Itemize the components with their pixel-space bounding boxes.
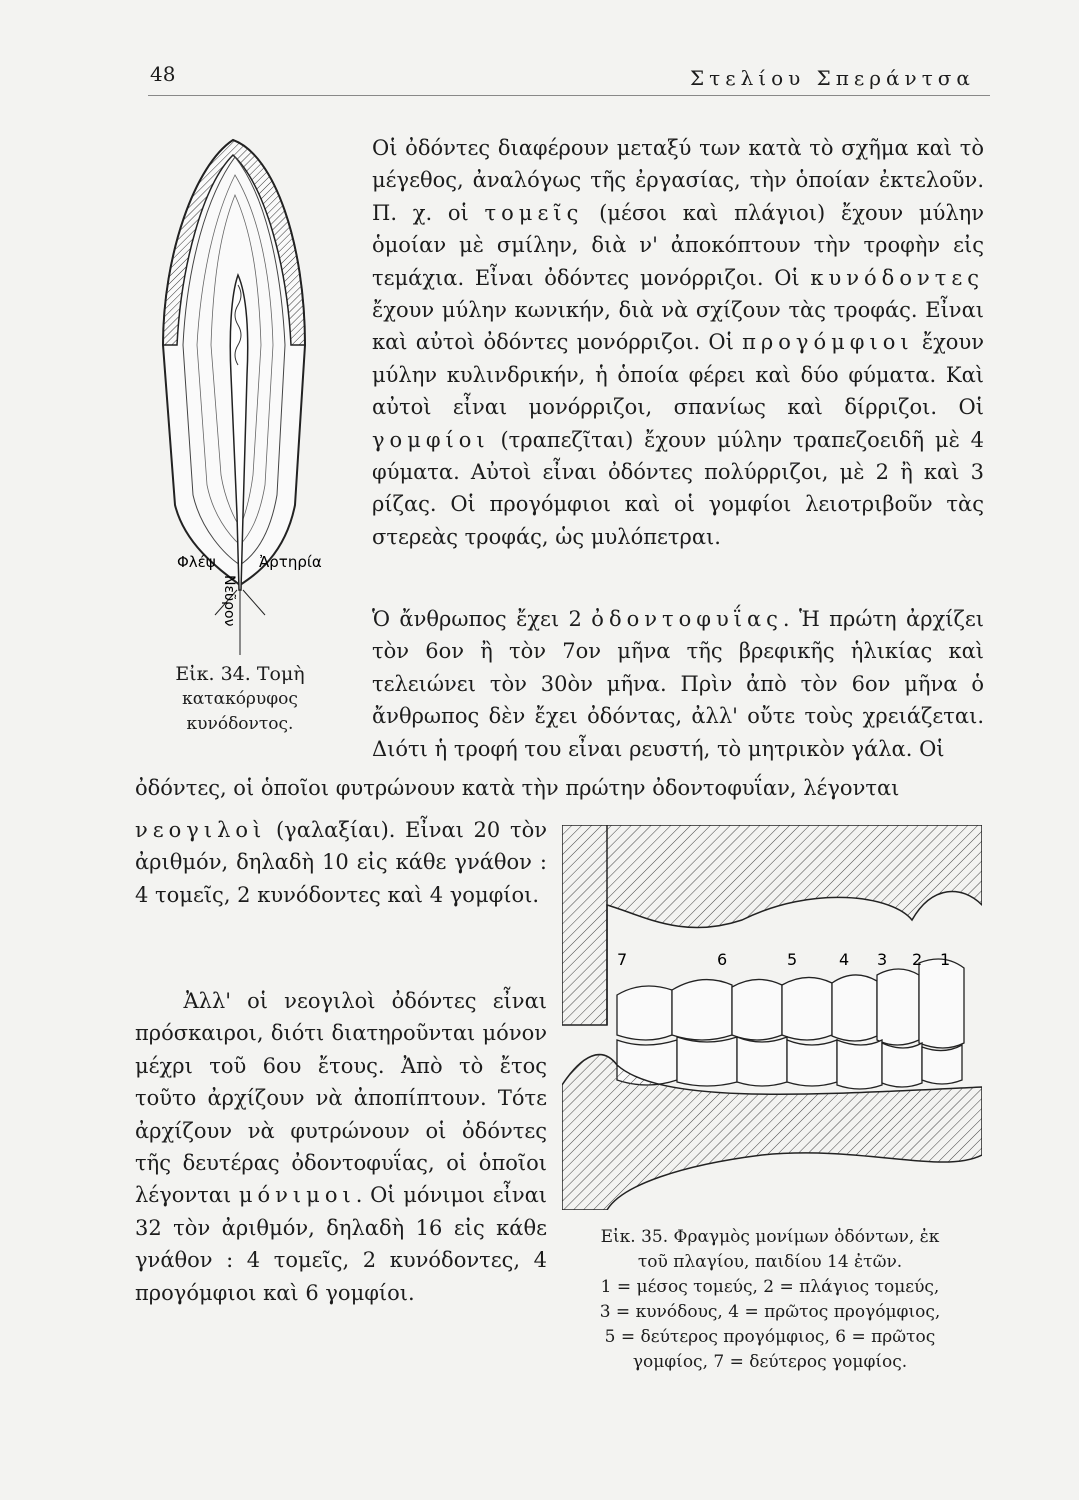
- figure34-caption-line3: κυνόδοντος.: [186, 714, 294, 734]
- figure34-caption-line2: κατακόρυφος: [182, 689, 298, 709]
- page-number: 48: [150, 62, 176, 86]
- paragraph-permanent: [135, 985, 547, 1309]
- tooth-number-labels: [617, 950, 950, 969]
- tooth-number-1: 1: [940, 950, 951, 969]
- text-run: ἔχουν μύλην κυλινδρικήν, ἡ ὁποία φέρει καὶ δύο φύματα. Καὶ αὐτοὶ εἶναι μονόρριζοι, σπανίως καὶ δίρριζοι. Οἱ: [372, 330, 984, 420]
- tooth-number-6: 6: [717, 950, 728, 969]
- paragraph-tooth-types: [372, 132, 984, 553]
- term-dentitions: ὀδοντοφυΐας: [591, 607, 783, 631]
- tooth-number-4: 4: [839, 950, 850, 969]
- term-premolars: προγόμφιοι: [742, 330, 914, 355]
- text-run: Ἀλλ' οἱ νεογιλοὶ ὀδόντες εἶναι πρόσκαιροι, διότι διατηροῦνται μόνον μέχρι τοῦ 6ου ἔτους. Ἀπὸ τὸ ἔτος τοῦτο ἀρχίζουν νὰ ἀποπίπτουν. Τότε ἀρχίζουν νὰ φυτρώνουν οἱ ὀδόντες τῆς δευτέρας ὀδοντοφυΐας, οἱ ὁποῖοι λέγονται: [135, 989, 547, 1208]
- term-deciduous: νεογιλοὶ: [135, 818, 267, 842]
- tooth-number-2: 2: [912, 950, 923, 969]
- text-run: ἔχουν μύλην κωνικήν, διὰ νὰ σχίζουν τὰς τροφάς. Εἶναι καὶ αὐτοὶ ὀδόντες μονόρριζοι. Οἱ: [372, 298, 984, 355]
- text-run: Διότι ἡ τροφή του εἶναι ρευστή, τὸ μητρικὸν γάλα. Οἱ: [372, 736, 945, 761]
- tooth-section-figure: [155, 135, 385, 655]
- figure35-caption-line3: 1 = μέσος τομεύς, 2 = πλάγιος τομεύς,: [600, 1277, 940, 1297]
- tooth-number-3: 3: [877, 950, 888, 969]
- text-run: Ὁ ἄνθρωπος ἔχει 2: [372, 607, 592, 631]
- term-molars: γομφίοι: [372, 427, 490, 452]
- text-run: (τραπεζῖται) ἔχουν μύλην τραπεζοειδῆ μὲ 4 φύματα. Αὐτοὶ εἶναι ὀδόντες πολύρριζοι, μὲ 2 ἢ καὶ 3 ρίζας. Οἱ προγόμφιοι καὶ οἱ γομφίοι λειοτριβοῦν τὰς στερεὰς τροφάς, ὡς μυλόπετραι.: [372, 427, 984, 549]
- term-permanent: μόνιμοι: [238, 1183, 356, 1208]
- text-run: . Οἱ μόνιμοι εἶναι 32 τὸν ἀριθμόν, δηλαδὴ 16 εἰς κάθε γνάθον : 4 τομεῖς, 2 κυνόδοντες, 4 προγόμφιοι καὶ 6 γομφίοι.: [135, 1183, 547, 1305]
- dental-arch-figure: [562, 825, 982, 1210]
- text-run: Οἱ ὀδόντες διαφέρουν μεταξύ των κατὰ τὸ σχῆμα καὶ τὸ μέγεθος, ἀναλόγως τῆς ἐργασίας, τὴν ὁποίαν ἐκτελοῦν. Π. χ. οἱ: [372, 136, 984, 225]
- figure35-caption-line6: γομφίος, 7 = δεύτερος γομφίος.: [632, 1352, 908, 1372]
- text-run: ὀδόντες, οἱ ὁποῖοι φυτρώνουν κατὰ τὴν πρώτην ὀδοντοφυΐαν, λέγονται: [135, 776, 900, 800]
- figure35-caption-line1: Εἰκ. 35. Φραγμὸς μονίμων ὀδόντων, ἐκ: [600, 1227, 940, 1247]
- figure34-caption: [150, 662, 330, 737]
- header-rule: [148, 95, 990, 96]
- tooth-number-5: 5: [787, 950, 798, 969]
- text-run: (μέσοι καὶ πλάγιοι) ἔχουν μύλην ὁμοίαν μὲ σμίλην, διὰ ν' ἀποκόπτουν τὴν τροφὴν εἰς τεμάχια. Εἶναι ὀδόντες μονόρριζοι. Οἱ: [372, 200, 984, 290]
- figure34-caption-line1: Εἰκ. 34. Τομὴ: [175, 663, 305, 685]
- figure35-caption: [555, 1225, 985, 1375]
- figure35-caption-line4: 3 = κυνόδους, 4 = πρῶτος προγόμφιος,: [599, 1302, 941, 1322]
- vein-label: Φλέψ: [177, 553, 216, 571]
- figure35-caption-line2: τοῦ πλαγίου, παιδίου 14 ἐτῶν.: [637, 1252, 903, 1272]
- artery-label: Ἀρτηρία: [259, 553, 322, 571]
- tooth-number-7: 7: [617, 950, 628, 969]
- nerve-label: Νεῦρον: [221, 575, 237, 627]
- teeth-outline: [617, 959, 964, 1089]
- term-incisors: τομεῖς: [484, 200, 584, 225]
- text-run: (γαλαξίαι). Εἶναι 20 τὸν ἀριθμόν, δηλαδὴ 10 εἰς κάθε γνάθον : 4 τομεῖς, 2 κυνόδοντες καὶ 4 γομφίοι.: [135, 818, 547, 907]
- paragraph-dentitions: [372, 603, 984, 765]
- paragraph-deciduous: [135, 814, 547, 911]
- figure35-caption-line5: 5 = δεύτερος προγόμφιος, 6 = πρῶτος: [604, 1327, 936, 1347]
- term-canines: κυνόδοντες: [810, 265, 984, 290]
- text-run: . Ἡ πρώτη ἀρχίζει τὸν 6ον ἢ τὸν 7ον μῆνα τῆς βρεφικῆς ἡλικίας καὶ τελειώνει τὸν 30ὸν μῆνα. Πρὶν ἀπὸ τὸν 6ον μῆνα ὁ ἄνθρωπος δὲν ἔχει ὀδόντας, ἀλλ' οὔτε τοὺς χρειάζεται.: [372, 607, 984, 729]
- running-title: Στελίου Σπεράντσα: [690, 66, 975, 90]
- paragraph-full-width-line: [135, 772, 985, 804]
